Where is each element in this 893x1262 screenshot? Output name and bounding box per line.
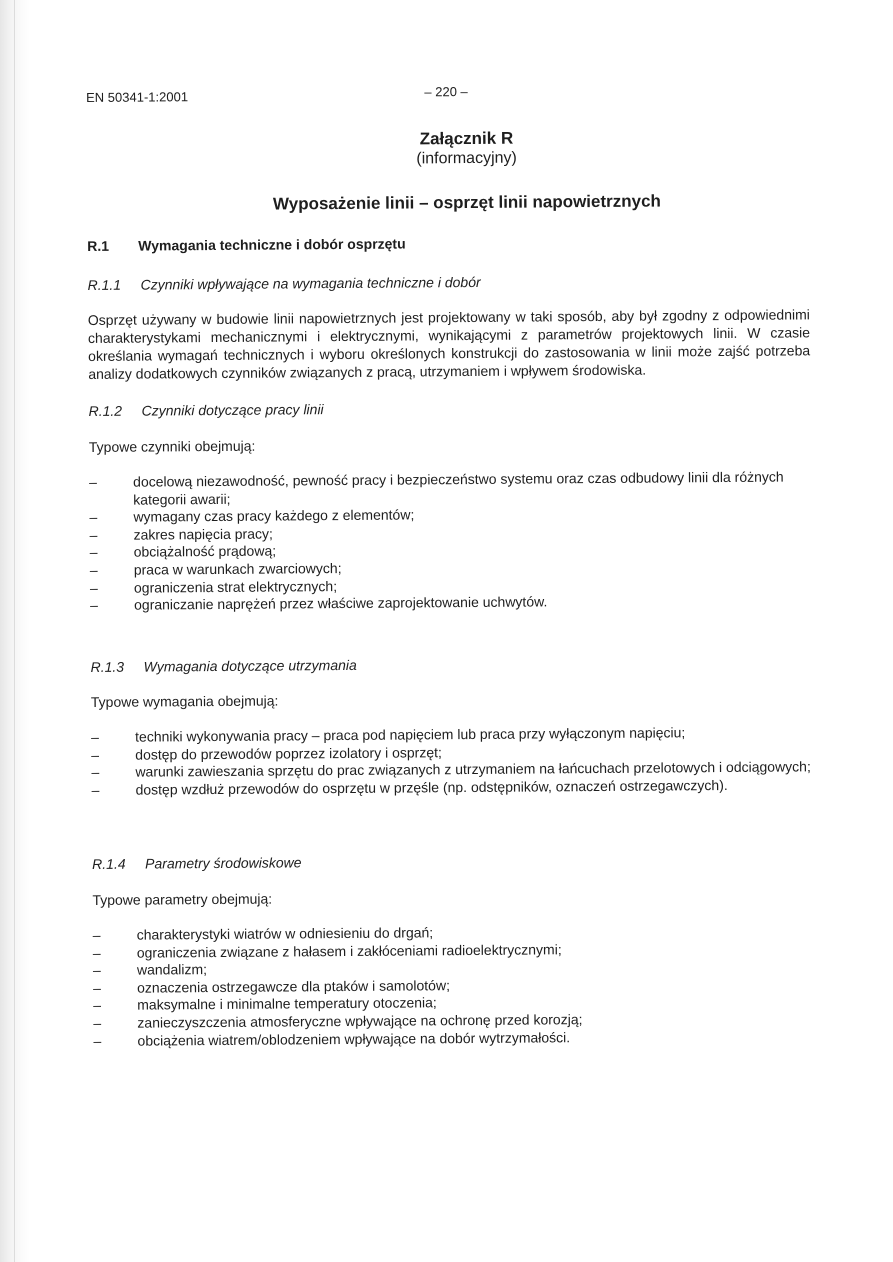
list-item-text: obciążalność prądową; (133, 542, 277, 561)
bullet-dash: – (91, 728, 99, 745)
page-number: – 220 – (424, 84, 468, 100)
section-r1-number: R.1 (87, 237, 110, 254)
list-item-text: oznaczenia ostrzegawcze dla ptaków i samolotów; (137, 976, 450, 996)
document-page (86, 78, 820, 1234)
subsection-r14-number: R.1.4 (92, 855, 126, 872)
bullet-dash: – (89, 579, 98, 596)
list-item-text: charakterystyki wiatrów w odniesieniu do drgań; (136, 924, 434, 943)
subsection-r13-intro: Typowe wymagania obejmują: (90, 692, 279, 710)
list-item-text: techniki wykonywania pracy – praca pod napięciem lub praca przy wyłączonym napięciu; (135, 724, 686, 745)
list-item-text: warunki zawieszania sprzętu do prac związanych z utrzymaniem na łańcuchach przelotowych i odciągowych; (135, 758, 811, 780)
bullet-dash: – (93, 1032, 102, 1049)
bullet-dash: – (93, 1014, 102, 1031)
bullet-dash: – (92, 926, 101, 943)
subsection-r14-title: Parametry środowiskowe (145, 854, 302, 872)
list-item-text: wymagany czas pracy każdego z elementów; (133, 506, 415, 525)
bullet-dash: – (92, 944, 101, 961)
subsection-r11-title: Czynniki wpływające na wymagania techniczne i dobór (140, 273, 481, 293)
list-item-text: docelową niezawodność, pewność pracy i bezpieczeństwo systemu oraz czas odbudowy linii dla różnych kategorii awarii; (133, 468, 784, 508)
list-item-text: ograniczenia strat elektrycznych; (133, 577, 338, 596)
list-item-text: ograniczanie naprężeń przez właściwe zaprojektowanie uchwytów. (134, 593, 548, 613)
subsection-r12-number: R.1.2 (88, 402, 123, 419)
bullet-dash: – (91, 746, 100, 763)
bullet-dash: – (89, 473, 97, 490)
bullet-dash: – (93, 997, 102, 1014)
bullet-dash: – (91, 764, 100, 781)
subsection-r12-heading (89, 401, 324, 419)
list-item-text: obciążenia wiatrem/oblodzeniem wpływające na dobór wytrzymałości. (137, 1028, 571, 1049)
document-reference: EN 50341-1:2001 (86, 89, 189, 105)
bullet-dash: – (89, 509, 98, 526)
list-item-text: dostęp wzdłuż przewodów do osprzętu w przęśle (np. odstępników, oznaczeń ostrzegawczych). (135, 776, 728, 798)
subsection-r11-paragraph: Osprzęt używany w budowie linii napowietrznych jest projektowany w taki sposób, aby był zgodny z odpowiednimi charakterystykami mechanicznymi i elektrycznymi, wynikającymi z parametrów projektowych linii. W czasie określania wymagań technicznych i wyboru określonych konstrukcji do zastosowania w linii może zajść potrzeba analizy dodatkowych czynników związanych z pracą, utrzymaniem i wpływem środowiska. (87, 306, 811, 382)
subsection-r12-title: Czynniki dotyczące pracy linii (141, 401, 324, 419)
main-heading: Wyposażenie linii – osprzęt linii napowietrznych (272, 191, 661, 214)
bullet-dash: – (92, 962, 101, 979)
subsection-r14-list (93, 921, 816, 1050)
list-item-text: zanieczyszczenia atmosferyczne wpływające na ochronę przed korozją; (137, 1011, 583, 1031)
list-item-text: maksymalne i minimalne temperatury otoczenia; (137, 994, 437, 1014)
annex-subtitle: (informacyjny) (416, 149, 517, 168)
list-item-text: dostęp do przewodów poprzez izolatory i osprzęt; (135, 743, 442, 763)
list-item-text: wandalizm; (136, 961, 208, 978)
subsection-r12-intro: Typowe czynniki obejmują: (88, 437, 256, 455)
list-item (89, 468, 811, 509)
subsection-r12-list (89, 468, 812, 614)
bullet-dash: – (89, 526, 98, 543)
subsection-r14-heading (92, 854, 302, 872)
bullet-dash: – (93, 979, 101, 996)
scan-edge-shadow (0, 0, 30, 1262)
bullet-dash: – (91, 781, 100, 798)
list-item-text: ograniczenia związane z hałasem i zakłóceniami radioelektrycznymi; (136, 940, 562, 961)
list-item-text: zakres napięcia pracy; (133, 525, 273, 543)
section-r1-heading (87, 235, 405, 253)
annex-title: Załącznik R (419, 128, 514, 149)
subsection-r11-number: R.1.1 (87, 276, 122, 293)
subsection-r13-title: Wymagania dotyczące utrzymania (143, 656, 357, 675)
list-item-text: praca w warunkach zwarciowych; (133, 559, 342, 578)
bullet-dash: – (89, 544, 98, 561)
subsection-r11-heading (88, 274, 481, 293)
subsection-r13-heading (91, 657, 357, 675)
subsection-r13-number: R.1.3 (90, 658, 125, 675)
subsection-r13-list (91, 723, 814, 799)
bullet-dash: – (90, 597, 98, 614)
bullet-dash: – (89, 561, 98, 578)
subsection-r14-intro: Typowe parametry obejmują: (92, 890, 273, 908)
section-r1-title: Wymagania techniczne i dobór osprzętu (138, 235, 406, 254)
scan-edge-line (14, 0, 15, 1262)
